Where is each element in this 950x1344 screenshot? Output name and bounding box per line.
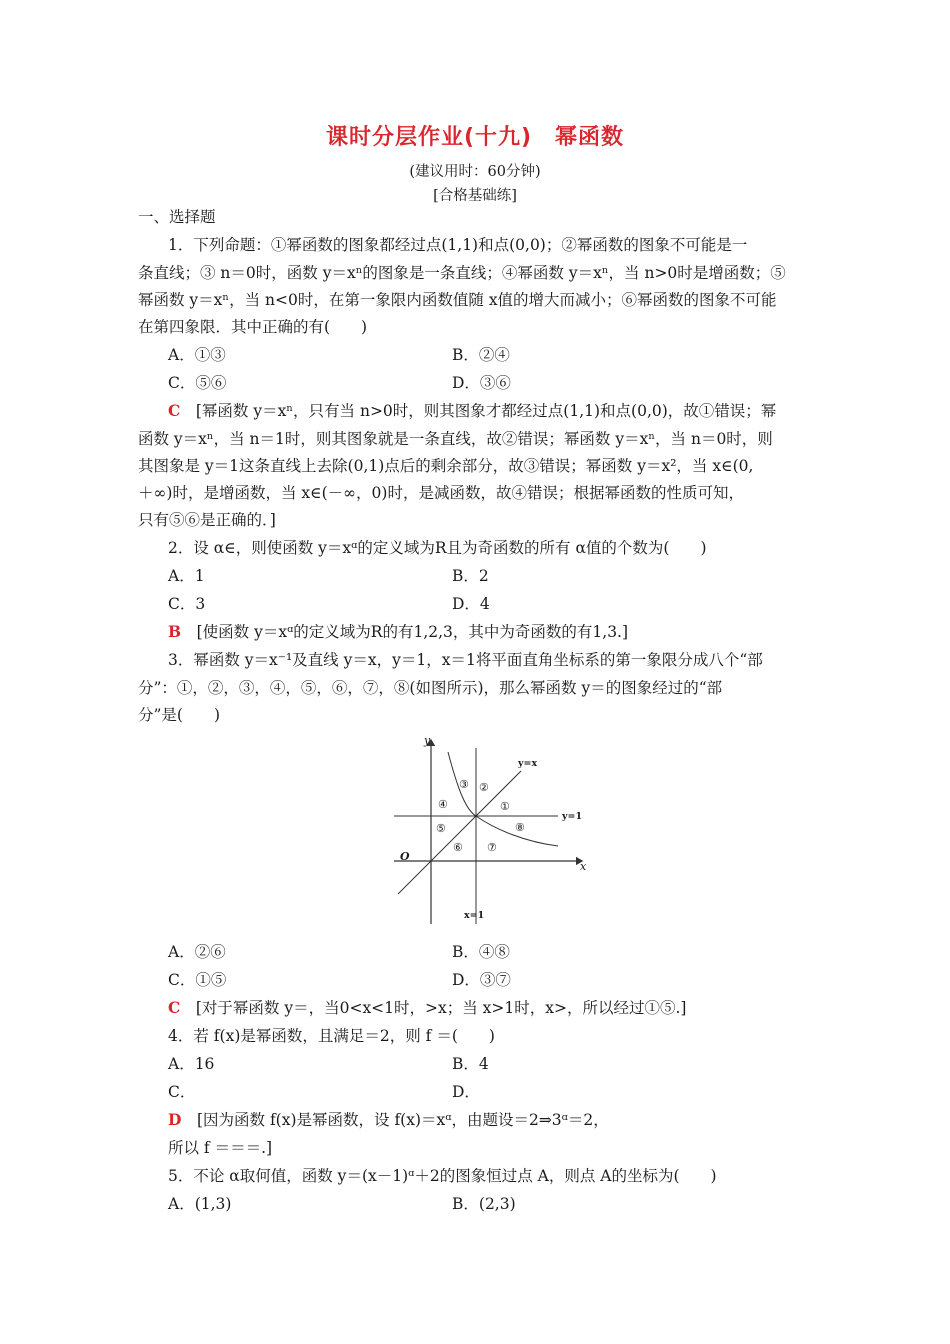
time-note: (建议用时：60分钟): [409, 164, 541, 180]
coordinate-figure: [386, 730, 596, 930]
q1-option-c: C．⑤⑥: [168, 374, 227, 392]
q1-explanation-4: ＋∞)时，是增函数，当 x∈(－∞，0)时，是减函数，故④错误；根据幂函数的性质可知，: [138, 484, 744, 502]
q4-option-b: B．4: [452, 1055, 489, 1073]
q4-explanation-1: [168, 1107, 818, 1133]
label-y-equals-1: y=1: [562, 811, 583, 822]
q5-option-a: A．(1,3): [168, 1195, 232, 1213]
q2-line-1: 2．设 α∈，则使函数 y＝xᵅ的定义域为R且为奇函数的所有 α值的个数为( ): [168, 539, 707, 557]
region-8-label: ⑧: [515, 821, 525, 834]
q5-option-b: B．(2,3): [452, 1195, 516, 1213]
q4-option-c: C．: [168, 1083, 196, 1101]
q2-explanation-text: [使函数 y＝xᵅ的定义域为R的有1,2,3，其中为奇函数的有1,3.]: [196, 623, 629, 641]
q3-option-d: D．③⑦: [452, 971, 511, 989]
region-2-label: ②: [479, 781, 489, 794]
region-4-label: ④: [438, 798, 448, 811]
q1-line-3: 幂函数 y＝xⁿ，当 n<0时，在第一象限内函数值随 x值的增大而减小；⑥幂函数的图象不可能: [138, 291, 777, 309]
q2-answer-letter: B: [168, 622, 182, 641]
figure-svg: [386, 730, 596, 930]
region-7-label: ⑦: [487, 841, 497, 854]
x-axis-label: x: [580, 860, 587, 873]
q3-explanation-1: [168, 995, 818, 1021]
q2-explanation-1: [168, 619, 818, 645]
q1-line-4: 在第四象限．其中正确的有( ): [138, 318, 368, 336]
region-1-label: ①: [500, 800, 510, 813]
q3-answer-letter: C: [168, 998, 181, 1017]
q4-option-a: A．16: [168, 1055, 215, 1073]
q3-line-1: 3．幂函数 y＝x⁻¹及直线 y＝x，y＝1，x＝1将平面直角坐标系的第一象限分成八个“部: [168, 651, 763, 669]
q3-option-a: A．②⑥: [168, 943, 226, 961]
q1-explanation-text: [幂函数 y＝xⁿ，只有当 n>0时，则其图象才都经过点(1,1)和点(0,0)，故①错误；幂: [195, 402, 777, 420]
q1-explanation-2: 函数 y＝xⁿ，当 n＝1时，则其图象就是一条直线，故②错误；幂函数 y＝xⁿ，当 n＝0时，则: [138, 430, 773, 448]
label-x-equals-1: x=1: [464, 910, 485, 921]
q3-option-b: B．④⑧: [452, 943, 510, 961]
region-5-label: ⑤: [436, 822, 446, 835]
curve-y-equals-inverse-x: [448, 752, 558, 846]
q1-option-b: B．②④: [452, 346, 510, 364]
q5-line-1: 5．不论 α取何值，函数 y＝(x－1)ᵅ＋2的图象恒过点 A，则点 A的坐标为( ): [168, 1167, 717, 1185]
q1-answer-letter: C: [168, 401, 181, 420]
q1-line-2: 条直线；③ n＝0时，函数 y＝xⁿ的图象是一条直线；④幂函数 y＝xⁿ，当 n>0时是增函数；⑤: [138, 264, 786, 282]
q4-answer-letter: D: [168, 1110, 182, 1129]
q2-option-a: A．1: [168, 567, 205, 585]
q1-option-a: A．①③: [168, 346, 226, 364]
page-title: 课时分层作业(十九) 幂函数: [325, 125, 625, 150]
q4-explanation-text: [因为函数 f(x)是幂函数，设 f(x)＝xᵅ，由题设＝2⇒3ᵅ＝2，: [196, 1111, 609, 1129]
q1-line-1: 1．下列命题：①幂函数的图象都经过点(1,1)和点(0,0)；②幂函数的图象不可能是一: [168, 236, 748, 254]
q1-option-d: D．③⑥: [452, 374, 511, 392]
q3-line-3: 分”是( ): [138, 706, 221, 724]
region-6-label: ⑥: [453, 841, 463, 854]
q2-option-b: B．2: [452, 567, 489, 585]
q3-option-c: C．①⑤: [168, 971, 227, 989]
part-heading: 一、选择题: [138, 208, 216, 226]
label-y-equals-x: y=x: [518, 758, 538, 769]
q4-explanation-2: 所以 f ＝＝＝.]: [168, 1139, 273, 1157]
section-label: [合格基础练]: [433, 188, 517, 204]
origin-label: O: [400, 850, 410, 863]
q4-option-d: D．: [452, 1083, 480, 1101]
q2-option-d: D．4: [452, 595, 490, 613]
q3-explanation-text: [对于幂函数 y＝，当0<x<1时，>x；当 x>1时，x>，所以经过①⑤.]: [195, 999, 687, 1017]
q1-explanation-5: 只有⑤⑥是正确的．]: [138, 511, 276, 529]
y-axis-label: y: [424, 734, 431, 747]
q3-line-2: 分”：①，②，③，④，⑤，⑥，⑦，⑧(如图所示)，那么幂函数 y＝的图象经过的“部: [138, 679, 723, 697]
region-3-label: ③: [459, 778, 469, 791]
q4-line-1: 4．若 f(x)是幂函数，且满足＝2，则 f ＝( ): [168, 1027, 495, 1045]
q1-explanation-1: [168, 398, 818, 424]
q2-option-c: C．3: [168, 595, 206, 613]
q1-explanation-3: 其图象是 y＝1这条直线上去除(0,1)点后的剩余部分，故③错误；幂函数 y＝x²，当 x∈(0,: [138, 457, 754, 475]
